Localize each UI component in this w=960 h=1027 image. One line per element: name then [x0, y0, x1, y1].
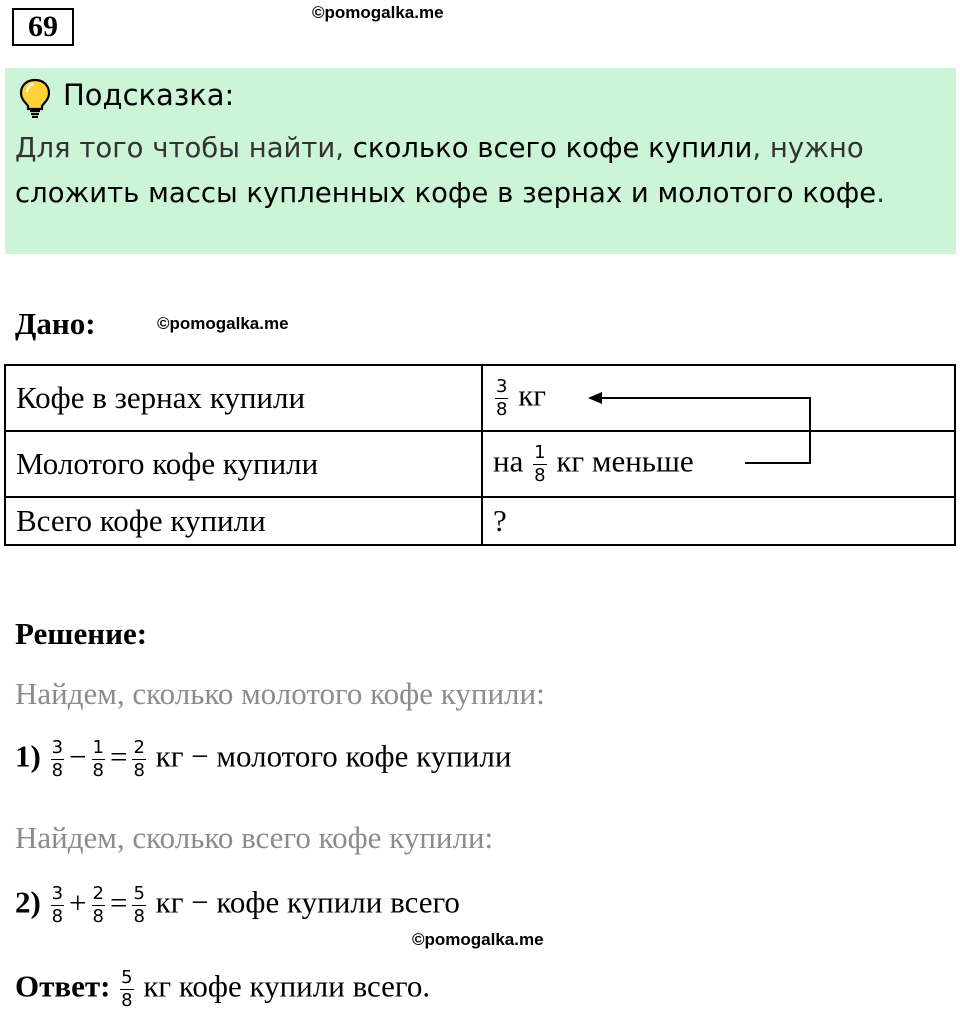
given-label: Всего кофе купили	[5, 497, 482, 545]
fraction	[92, 738, 105, 781]
given-heading: Дано:	[15, 306, 96, 341]
fraction	[51, 738, 64, 781]
value-prefix: на	[493, 443, 524, 479]
watermark-top: ©pomogalka.me	[312, 3, 444, 22]
fraction-numerator: 1	[92, 737, 104, 758]
fraction	[132, 738, 145, 781]
fraction-denominator: 8	[51, 760, 64, 781]
fraction	[92, 884, 105, 927]
table-row	[5, 497, 955, 545]
hint-text-emphasis: сложить массы купленных кофе в зернах и молотого кофе	[15, 177, 877, 209]
fraction-denominator: 8	[534, 464, 546, 486]
equals-sign: =	[109, 738, 128, 774]
answer-label: Ответ:	[15, 968, 111, 1004]
task-number: 69	[12, 8, 74, 46]
hint-text	[15, 126, 945, 216]
solution-step-2	[15, 884, 460, 927]
step-text: кг − молотого кофе купили	[155, 738, 512, 774]
solution-step-1	[15, 738, 511, 781]
fraction	[495, 377, 508, 420]
answer-text: кг кофе купили всего.	[143, 968, 431, 1004]
fraction-denominator: 8	[51, 906, 64, 927]
fraction-denominator: 8	[133, 906, 145, 927]
given-label: Молотого кофе купили	[5, 431, 482, 497]
given-label: Кофе в зернах купили	[5, 365, 482, 431]
fraction-numerator: 2	[92, 883, 104, 904]
hint-text-emphasis: сколько всего кофе купили	[352, 132, 753, 164]
fraction-denominator: 8	[133, 760, 145, 781]
fraction-denominator: 8	[121, 990, 133, 1011]
fraction-numerator: 2	[133, 737, 145, 758]
fraction-numerator: 5	[121, 967, 133, 988]
step-text: кг − кофе купили всего	[155, 884, 460, 920]
fraction-denominator: 8	[496, 398, 508, 420]
step-index: 2)	[15, 884, 41, 920]
fraction-numerator: 3	[51, 883, 64, 904]
solution-heading: Решение:	[15, 616, 148, 651]
answer-line	[15, 968, 430, 1011]
solution-find-2: Найдем, сколько всего кофе купили:	[15, 820, 494, 855]
fraction	[533, 443, 546, 486]
equals-sign: =	[109, 884, 128, 920]
solution-find-1: Найдем, сколько молотого кофе купили:	[15, 676, 545, 711]
fraction-numerator: 3	[496, 375, 508, 397]
hint-text-part: Для того чтобы найти,	[15, 132, 353, 164]
watermark-given: ©pomogalka.me	[157, 314, 289, 333]
table-row	[5, 431, 955, 497]
fraction	[51, 884, 64, 927]
operator: −	[69, 738, 87, 774]
step-index: 1)	[15, 738, 41, 774]
fraction-denominator: 8	[92, 906, 104, 927]
hint-title: Подсказка:	[63, 78, 235, 112]
given-value: ?	[482, 497, 955, 545]
given-table	[4, 364, 956, 546]
hint-text-part: .	[876, 177, 885, 209]
given-value	[482, 431, 955, 497]
table-row	[5, 365, 955, 431]
fraction	[132, 884, 145, 927]
value-suffix: кг меньше	[556, 443, 694, 479]
hint-text-part: , нужно	[752, 132, 864, 164]
lightbulb-icon	[17, 78, 53, 118]
fraction-denominator: 8	[92, 760, 104, 781]
operator: +	[69, 884, 87, 920]
given-value	[482, 365, 955, 431]
fraction-numerator: 5	[133, 883, 145, 904]
watermark-bottom: ©pomogalka.me	[412, 930, 544, 949]
fraction	[120, 968, 133, 1011]
unit: кг	[518, 377, 546, 413]
fraction-numerator: 3	[51, 737, 64, 758]
hint-box	[5, 68, 956, 254]
fraction-numerator: 1	[534, 441, 546, 463]
